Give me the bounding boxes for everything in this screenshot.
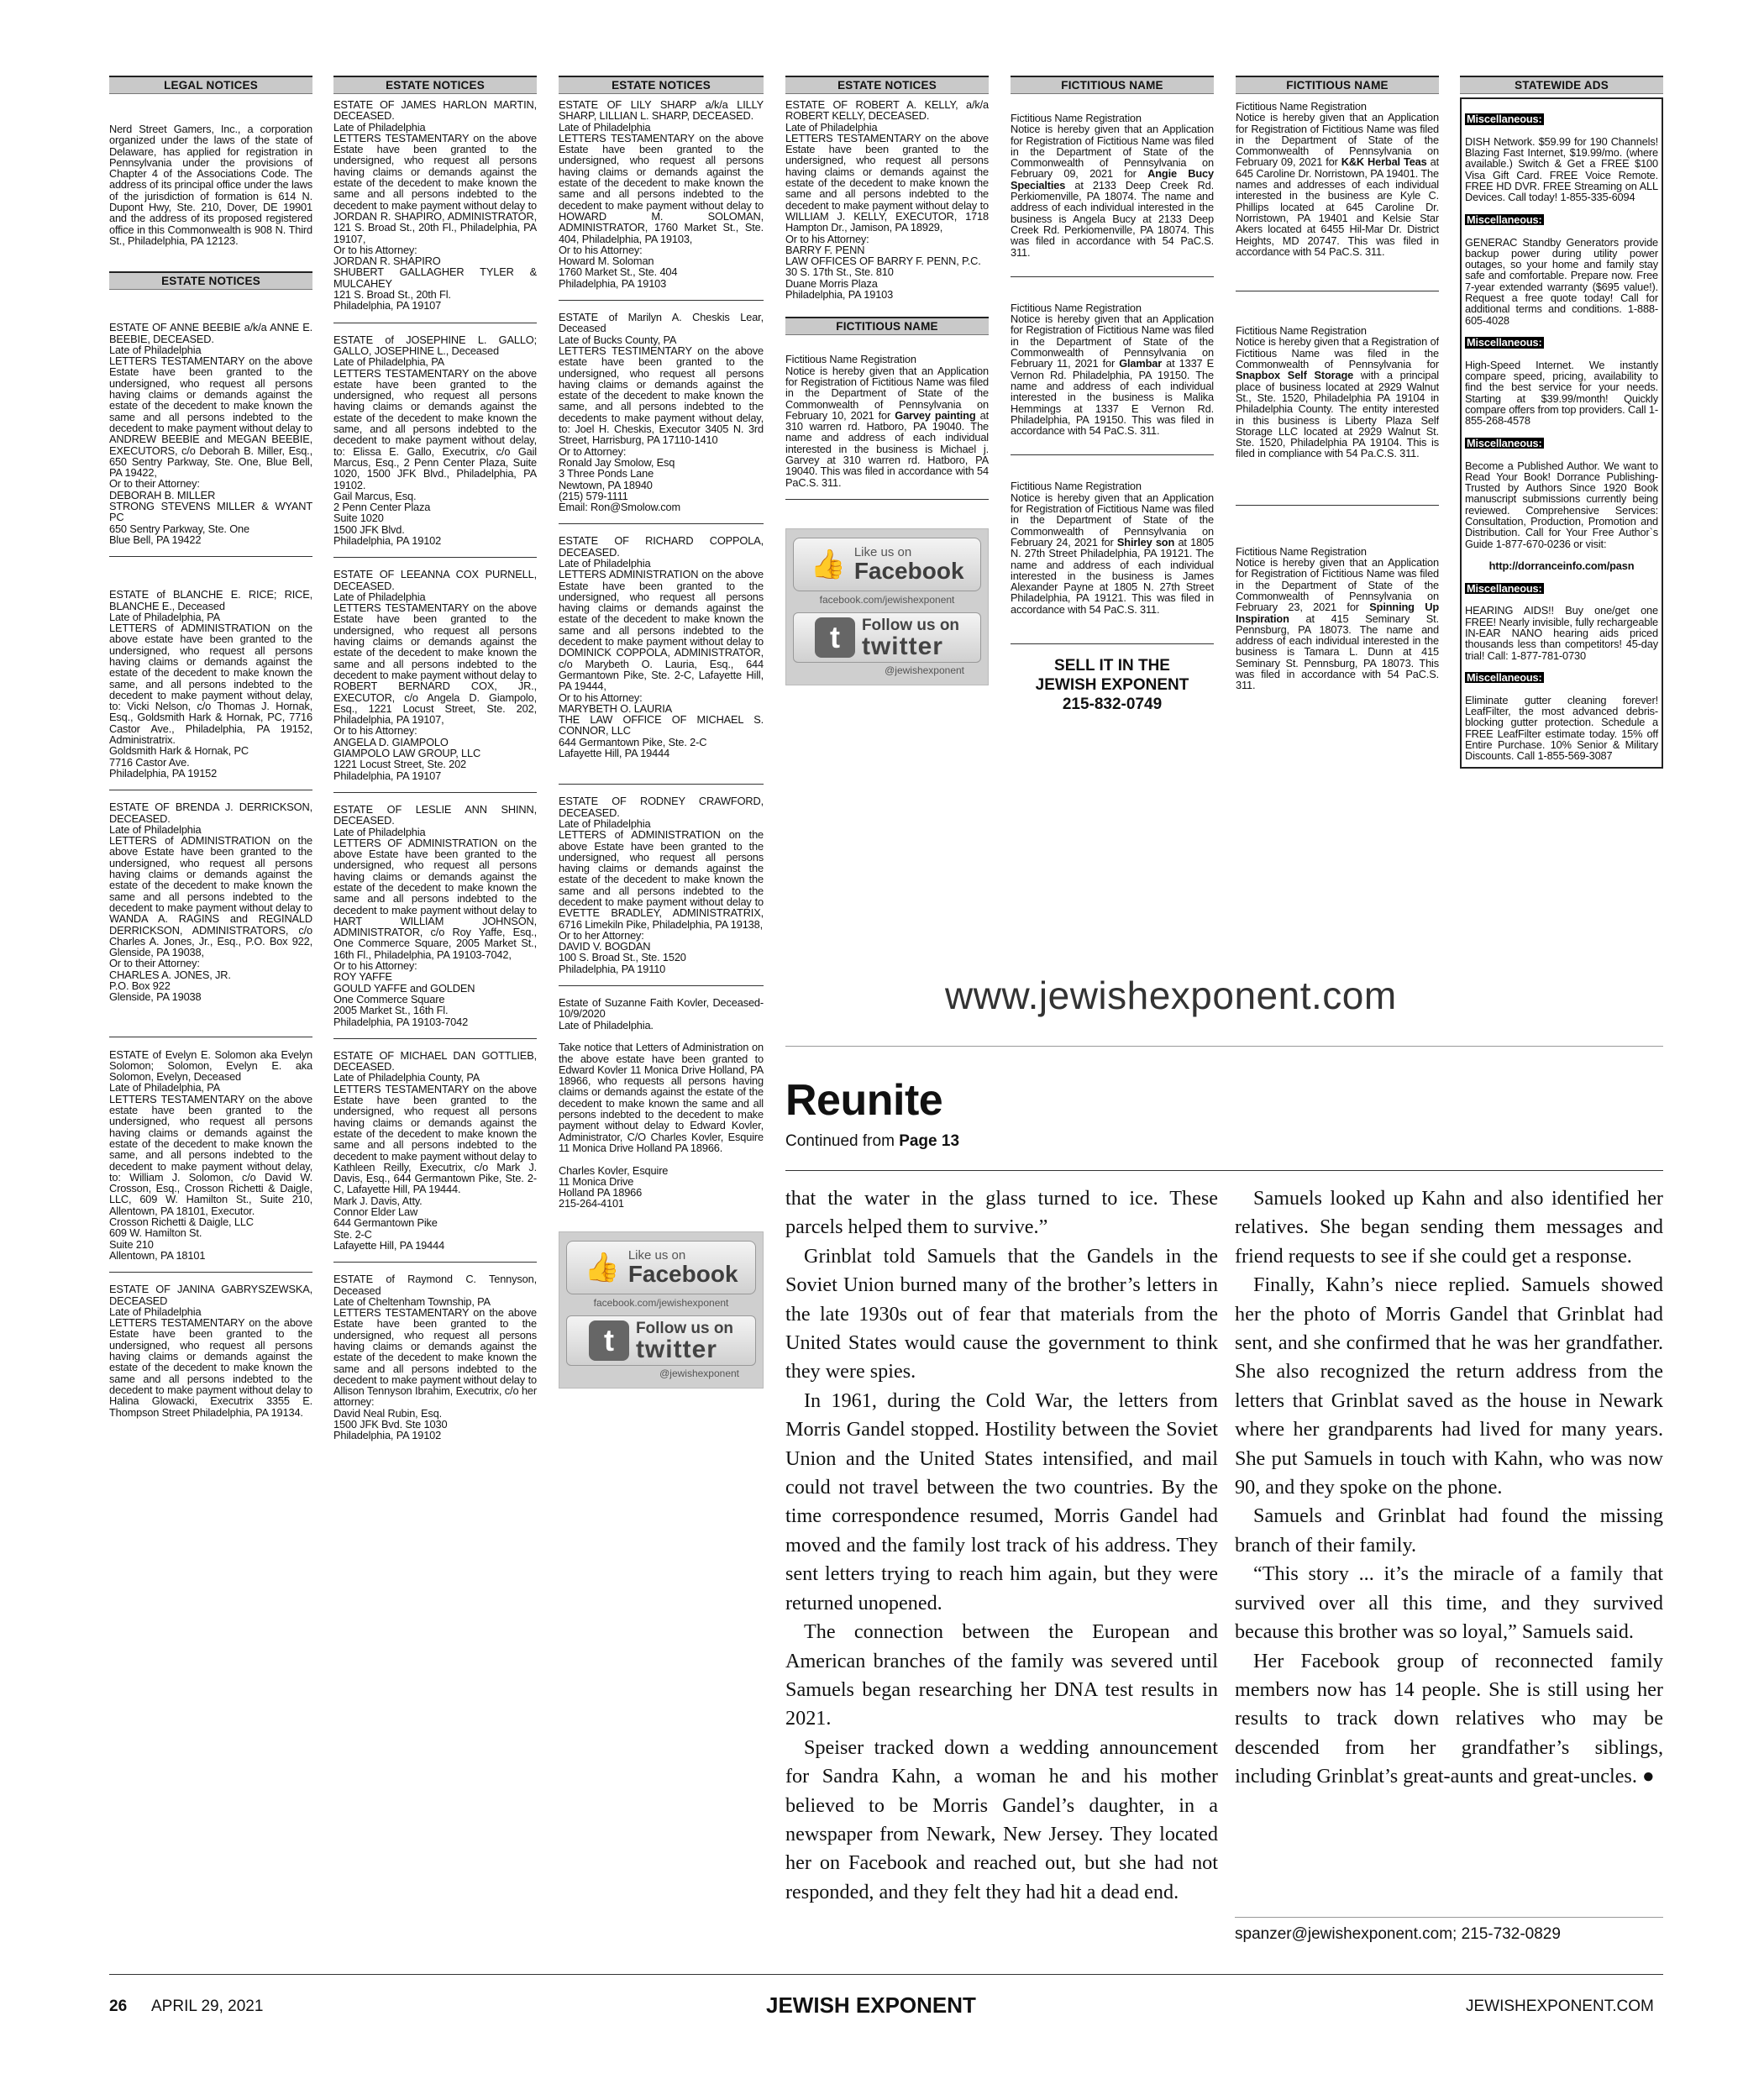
ad-dorrance-link[interactable]: http://dorranceinfo.com/pasn xyxy=(1488,559,1635,573)
divider xyxy=(333,1262,537,1263)
facebook-button[interactable] xyxy=(566,1241,756,1294)
estate-notice: ESTATE OF LILY SHARP a/k/a LILLY SHARP, LILLIAN L. SHARP, DECEASED. Late of Philadelphia LETTERS TESTAMENTARY on the above Estate have been granted to the undersigned, who request all persons having claims or demands against the estate of the decedent to make known the same and all persons indebted to the decedent to make payment without delay to HOWARD M. SOLOMAN, ADMINISTRATOR, 1760 Market St., Ste. 404, Philadelphia, PA 19103, Or to his Attorney: Howard M. Soloman 1760 Market St., Ste. 404 Philadelphia, PA 19103 xyxy=(559,98,764,290)
facebook-button[interactable] xyxy=(793,538,981,591)
ad-category: Miscellaneous: xyxy=(1467,436,1542,449)
section-header-estate: ESTATE NOTICES xyxy=(333,76,537,94)
social-promo xyxy=(559,1231,764,1389)
section-header-fictitious: FICTITIOUS NAME xyxy=(785,317,989,335)
article-paragraph: “This story ... it’s the miracle of a family that survived over all this time, and they survived because this brother was so loyal,” Samuels said. xyxy=(1235,1562,1663,1644)
twitter-follow-text: Follow us on xyxy=(861,616,960,634)
estate-notice: ESTATE OF BRENDA J. DERRICKSON, DECEASED. Late of Philadelphia LETTERS of ADMINISTRATION on the above Estate have been granted to the undersigned, who request all persons having claims or demands against the estate of the decedent to make known the same and all persons indebted to the decedent to make payment without delay to WANDA A. RAGINS and REGINALD DERRICKSON, ADMINISTRATORS, c/o Charles A. Jones, Jr., Esq., P.O. Box 922, Glenside, PA 19038, Or to their Attorney: CHARLES A. JONES, JR. P.O. Box 922 Glenside, PA 19038 xyxy=(109,801,312,1004)
footer-rule xyxy=(109,1974,1663,1975)
article-rule xyxy=(785,1170,1663,1171)
facebook-like-text: Like us on xyxy=(853,545,912,560)
ad-leaffilter: Eliminate gutter cleaning forever! LeafFilter, the most advanced debris-blocking gutter protection. Schedule a FREE LeafFilter estimate today. 15% off Entire Purchase. 10% Senior & Military Discounts. Call 1-855-569-3087 xyxy=(1465,693,1658,763)
column-1 xyxy=(109,76,312,1974)
facebook-name: Facebook xyxy=(853,558,964,585)
twitter-name: twitter xyxy=(861,632,943,660)
ad-category: Miscellaneous: xyxy=(1467,581,1542,595)
fictitious-notice: Fictitious Name Registration Notice is hereby given that an Application for Registration of Fictitious Name was filed in the Department of State of the Commonwealth of Pennsylvania on February 10, 2021 for Garvey painting at 310 warren rd. Hatboro, PA 19040. The name and address of each individual interested in the business is Michael j. Garvey at 310 warren rd. Hatboro, PA 19040. This was filed in accordance with 54 PaC.S. 311. xyxy=(785,353,989,489)
ad-generac: GENERAC Standby Generators provide backup power during utility power outages, so your home and family stay safe and comfortable. Prepare now. Free 7-year extended warranty ($695 value!). Request a free quote today! Call for additional terms and conditions. 1-888-605-4028 xyxy=(1465,235,1658,327)
fictitious-notice: Fictitious Name Registration Notice is hereby given that an Application for Registration of Fictitious Name was filed in the Department of State of the Commonwealth of Pennsylvania on February 23, 2021 for Spinning Up Inspiration at 415 Seminary St. Pennsburg, PA 18073. The name and address of each individual interested in the business is Tamara L. Dunn at 415 Seminary St. Pennsburg, PA 18073. This was filed in accordance with 54 PaC.S. 311. xyxy=(1236,544,1439,692)
column-6 xyxy=(1236,76,1439,932)
masthead: JEWISH EXPONENT xyxy=(766,1992,976,2018)
estate-notice: Estate of Suzanne Faith Kovler, Deceased-10/9/2020 Late of Philadelphia. Take notice that Letters of Administration on the above estate have been granted to Edward Kovler 11 Monica Drive Holland, PA 18966, who requests all persons having claims or demands against the estate of the decedent to make known the same and all persons indebted to the decedent to make payment without delay to Edward Kovler, Administrator, C/O Charles Kovler, Esquire 11 Monica Drive Holland PA 18966. Charles Kovler, Esquire 11 Monica Drive Holland PA 18966 215-264-4101 xyxy=(559,996,764,1210)
twitter-follow-text: Follow us on xyxy=(635,1319,734,1337)
divider xyxy=(1011,643,1214,644)
sell-it-line1: SELL IT IN THE xyxy=(1054,656,1170,675)
ad-category: Miscellaneous: xyxy=(1467,671,1542,685)
estate-notice: ESTATE OF LEEANNA COX PURNELL, DECEASED. Late of Philadelphia LETTERS TESTAMENTARY on the above Estate have been granted to the undersigned, who request all persons having claims or demands against the estate of the decedent to make known the same and all persons indebted to the decedent to make payment without delay to ROBERT BERNARD COX, JR., EXECUTOR, c/o Angela D. Giampolo, Esq., 1221 Locust Street, Ste. 202, Philadelphia, PA 19107, Or to his Attorney: ANGELA D. GIAMPOLO GIAMPOLO LAW GROUP, LLC 1221 Locust Street, Ste. 202 Philadelphia, PA 19107 xyxy=(333,568,537,782)
column-4 xyxy=(785,76,989,932)
divider xyxy=(1011,276,1214,277)
divider xyxy=(1011,454,1214,455)
section-header-fictitious: FICTITIOUS NAME xyxy=(1236,76,1439,94)
article-paragraph: that the water in the glass turned to ice. These parcels helped them to survive.” xyxy=(785,1187,1218,1239)
section-header-estate: ESTATE NOTICES xyxy=(109,271,312,290)
divider xyxy=(333,557,537,558)
statewide-ads-box xyxy=(1460,97,1663,769)
estate-notice: ESTATE OF MICHAEL DAN GOTTLIEB, DECEASED. Late of Philadelphia County, PA LETTERS TESTAMENTARY on the above Estate have been granted to the undersigned, who request all persons having claims or demands against the estate of the decedent to make known the same and all persons indebted to the decedent to make payment without delay to Kathleen Reilly, Executrix, c/o Mark J. Davis, Esq., 644 Germantown Pike, Ste. 2-C, Lafayette Hill, PA 19444. Mark J. Davis, Atty. Connor Elder Law 644 Germantown Pike Ste. 2-C Lafayette Hill, PA 19444 xyxy=(333,1048,537,1252)
twitter-name: twitter xyxy=(635,1335,717,1363)
fictitious-notice: Fictitious Name Registration Notice is hereby given that a Registration of Fictitious Name was filed in the Commonwealth of Pennsylvania for Snapbox Self Storage with a principal place of business located at 2929 Walnut St., Ste. 1520, Philadelphia PA 19104 in Philadelphia County. The entity interested in this business is Liberty Plaza Self Storage LLC located at 2929 Walnut St. Ste. 1520, Philadelphia PA 19104. This is filed in compliance with 54 Pa.C.S. 311. xyxy=(1236,324,1439,460)
footer-url[interactable]: JEWISHEXPONENT.COM xyxy=(1466,1998,1654,2015)
thumbs-up-icon: 👍 xyxy=(584,1251,620,1284)
twitter-button[interactable] xyxy=(566,1315,756,1366)
ad-category: Miscellaneous: xyxy=(1467,213,1542,226)
social-promo xyxy=(785,528,989,685)
article-paragraph: Finally, Kahn’s niece replied. Samuels showed her the photo of Morris Gandel that Grinblat had sent, and she confirmed that he was her grandfather. She also recognized the return address from the letters that Grinblat saved as the house in Newark where her grandparents had lived for many years. She put Samuels in touch with Kahn, who was now 90, and they spoke on the phone. xyxy=(1235,1273,1663,1499)
divider xyxy=(559,523,764,524)
twitter-icon: t xyxy=(815,617,855,658)
section-header-fictitious: FICTITIOUS NAME xyxy=(1011,76,1214,94)
divider xyxy=(785,499,989,500)
twitter-handle[interactable]: @jewishexponent xyxy=(659,1367,739,1379)
estate-notice: ESTATE OF LESLIE ANN SHINN, DECEASED. Late of Philadelphia LETTERS OF ADMINISTRATION on the above Estate have been granted to the undersigned, who request all persons having claims or demands against the estate of the decedent to make known the same and all persons indebted to the decedent to make payment without delay to HART WILLIAM JOHNSON, ADMINISTRATOR, c/o Roy Yaffe, Esq., One Commerce Square, 2005 Market St., 16th Fl., Philadelphia, PA 19103-7042, Or to his Attorney: ROY YAFFE GOULD YAFFE and GOLDEN One Commerce Square 2005 Market St., 16th Fl. Philadelphia, PA 19103-7042 xyxy=(333,802,537,1028)
estate-notice: ESTATE OF JANINA GABRYSZEWSKA, DECEASED Late of Philadelphia LETTERS TESTAMENTARY on the above Estate have been granted to the undersigned, who request all persons having claims or demands against the estate of the decedent to make known the same and all persons indebted to the decedent to make payment without delay to Halina Glowacki, Executrix 3355 E. Thompson Street Philadelphia, PA 19134. xyxy=(109,1283,312,1419)
byline-rule xyxy=(1235,1917,1663,1918)
sell-it-ad xyxy=(1011,656,1214,714)
article-paragraph: Grinblat told Samuels that the Gandels in the Soviet Union burned many of the brother’s letters in the late 1930s out of fear that materials from the United States would cause the government to think they were spies. xyxy=(785,1244,1218,1383)
twitter-icon: t xyxy=(589,1320,629,1361)
twitter-button[interactable] xyxy=(793,612,981,663)
section-header-legal: LEGAL NOTICES xyxy=(109,76,312,94)
ad-category: Miscellaneous: xyxy=(1467,113,1542,126)
banner-rule xyxy=(785,1046,1663,1047)
section-header-statewide: STATEWIDE ADS xyxy=(1460,76,1663,94)
estate-notice: ESTATE OF ANNE BEEBIE a/k/a ANNE E. BEEBIE, DECEASED. Late of Philadelphia LETTERS TESTAMENTARY on the above Estate have been granted to the undersigned, who request all persons having claims or demands against the estate of the decedent to make known the same and all persons indebted to the decedent to make payment without delay to ANDREW BEEBIE and MEGAN BEEBIE, EXECUTORS, c/o Deborah B. Miller, Esq., 650 Sentry Parkway, Ste. One, Blue Bell, PA 19422, Or to their Attorney: DEBORAH B. MILLER STRONG STEVENS MILLER & WYANT PC 650 Sentry Parkway, Ste. One Blue Bell, PA 19422 xyxy=(109,321,312,546)
divider xyxy=(333,792,537,793)
article-title: Reunite xyxy=(785,1076,943,1125)
divider xyxy=(559,300,764,301)
estate-notice: ESTATE of BLANCHE E. RICE; RICE, BLANCHE E., Deceased Late of Philadelphia, PA LETTERS of ADMINISTRATION on the above estate have been granted to the undersigned, who request all persons having claims or demands against the estate of the decedent to make known the same, and all persons indebted to the decedent to make payment without delay, to: Vicki Nelson, c/o Thomas J. Hornak, Esq., Goldsmith Hark & Hornak, PC, 7716 Castor Ave., Philadelphia, PA 19152, Administratrix. Goldsmith Hark & Hornak, PC 7716 Castor Ave. Philadelphia, PA 19152 xyxy=(109,588,312,780)
author-email[interactable]: spanzer@jewishexponent.com; 215-732-0829 xyxy=(1235,1925,1561,1943)
section-header-estate: ESTATE NOTICES xyxy=(559,76,764,94)
article-paragraph: Her Facebook group of reconnected family members now has 14 people. She is still using her results to track down relatives who may be descended from her grandfather’s siblings, including Grinblat’s great-aunts and great-uncles. ● xyxy=(1235,1649,1663,1788)
divider xyxy=(559,985,764,986)
estate-notice: ESTATE OF RODNEY CRAWFORD, DECEASED. Late of Philadelphia LETTERS of ADMINISTRATION on the above Estate have been granted to the undersigned, who request all persons having claims or demands against the estate of the decedent to make known the same and all persons indebted to the decedent to make payment without delay to EVETTE BRADLEY, ADMINISTRATRIX, 6716 Limekiln Pike, Philadelphia, PA 19138, Or to her Attorney: DAVID V. BOGDAN 100 S. Broad St., Ste. 1520 Philadelphia, PA 19110 xyxy=(559,795,764,975)
estate-notice: ESTATE of Marilyn A. Cheskis Lear, Deceased Late of Bucks County, PA LETTERS TESTIMENTARY on the above estate have been granted to the undersigned, who request all persons having claims or demands against the estate of the decedent to make known the same, and all persons indebted to the decedents to make payment without delay, to: Joel H. Cheskis, Executor 3405 N. 3rd Street, Harrisburg, PA 17110-1410 Or to Attorney: Ronald Jay Smolow, Esq 3 Three Ponds Lane Newtown, PA 18940 (215) 579-1111 Email: Ron@Smolow.com xyxy=(559,311,764,514)
thumbs-up-icon: 👍 xyxy=(810,548,846,580)
facebook-name: Facebook xyxy=(627,1261,738,1288)
continued-page-link[interactable]: Page 13 xyxy=(899,1132,960,1150)
article-paragraph: The connection between the European and American branches of the family was severed until Samuels began researching her DNA test results in 2021. xyxy=(785,1620,1218,1730)
twitter-handle[interactable]: @jewishexponent xyxy=(885,664,964,676)
divider xyxy=(109,556,312,557)
section-header-estate: ESTATE NOTICES xyxy=(785,76,989,94)
article-column-right xyxy=(1235,1184,1663,1792)
article-paragraph: Samuels and Grinblat had found the missing branch of their family. xyxy=(1235,1504,1663,1557)
ad-dorrance: Become a Published Author. We want to Read Your Book! Dorrance Publishing-Trusted by Authors Since 1920 Book manuscript submissions currently being reviewed. Comprehensive Services: Consultation, Production, Promotion and Distribution. Call for Your Free Author`s Guide 1-877-670-0236 or visit: xyxy=(1465,459,1658,550)
continued-from: Continued from Page 13 xyxy=(785,1132,960,1150)
facebook-like-text: Like us on xyxy=(627,1248,686,1263)
ad-hearing-aids: HEARING AIDS!! Buy one/get one FREE! Nearly invisible, fully rechargeable IN-EAR NANO hearing aids priced thousands less than competitors! 45-day trial! Call: 1-877-781-0730 xyxy=(1465,604,1658,662)
estate-notice: ESTATE OF ROBERT A. KELLY, a/k/a ROBERT KELLY, DECEASED. Late of Philadelphia LETTERS TESTAMENTARY on the above Estate have been granted to the undersigned, who request all persons having claims or demands against the estate of the decedent to make known the same and all persons indebted to the decedent to make payment without delay to WILLIAM J. KELLY, EXECUTOR, 1718 Hampton Dr., Jamison, PA 18929, Or to his Attorney: BARRY F. PENN LAW OFFICES OF BARRY F. PENN, P.C. 30 S. 17th St., Ste. 810 Duane Morris Plaza Philadelphia, PA 19103 xyxy=(785,98,989,302)
column-2 xyxy=(333,76,537,1974)
fictitious-notice: Fictitious Name Registration Notice is hereby given that an Application for Registration of Fictitious Name was filed in the Department of State of the Commonwealth of Pennsylvania on February 09, 2021 for K&K Herbal Teas at 645 Caroline Dr. Norristown, PA 19401. The names and addresses of each individual interested in the business are Kyle C. Phillips located at 645 Caroline Dr. Norristown, PA 19401 and Kelsie Star Akers located at 6455 Hil-Mar Dr. District Heights, MD 20747. This was filed in accordance with 54 PaC.S. 311. xyxy=(1236,100,1439,258)
estate-notice: ESTATE OF JAMES HARLON MARTIN, DECEASED. Late of Philadelphia LETTERS TESTAMENTARY on the above Estate have been granted to the undersigned, who request all persons having claims or demands against the estate of the decedent to make known the same and all persons indebted to the decedent to make payment without delay to JORDAN R. SHAPIRO, ADMINISTRATOR, 121 S. Broad St., 20th Fl., Philadelphia, PA 19107, Or to his Attorney: JORDAN R. SHAPIRO SHUBERT GALLAGHER TYLER & MULCAHEY 121 S. Broad St., 20th Fl. Philadelphia, PA 19107 xyxy=(333,98,537,312)
facebook-url[interactable]: facebook.com/jewishexponent xyxy=(593,1296,729,1309)
column-5 xyxy=(1011,76,1214,932)
article-paragraph: Samuels looked up Kahn and also identified her relatives. She began sending them messages and friend requests to see if she could get a response. xyxy=(1235,1187,1663,1268)
website-banner[interactable]: www.jewishexponent.com xyxy=(945,974,1397,1017)
article-paragraph: In 1961, during the Cold War, the letters from Morris Gandel stopped. Hostility between the Soviet Union and the United States intensified, and mail could not travel between the two countries. By the time correspondence resumed, Morris Gandel had moved and the family lost track of his address. They sent letters trying to reach him again, but they were returned unopened. xyxy=(785,1389,1218,1614)
ad-category: Miscellaneous: xyxy=(1467,336,1542,349)
estate-notice: ESTATE OF RICHARD COPPOLA, DECEASED. Late of Philadelphia LETTERS ADMINISTRATION on the above Estate have been granted to the undersigned, who request all persons having claims or demands against the estate of the decedent to make known the same and all persons indebted to the decedent to make payment without delay to DOMINICK COPPOLA, ADMINISTRATOR, c/o Marybeth O. Lauria, Esq., 644 Germantown Pike, Ste. 2-C, Lafayette Hill, PA 19444, Or to his Attorney: MARYBETH O. LAURIA THE LAW OFFICE OF MICHAEL S. CONNOR, LLC 644 Germantown Pike, Ste. 2-C Lafayette Hill, PA 19444 xyxy=(559,534,764,760)
article-paragraph: Speiser tracked down a wedding announcement for Sandra Kahn, a woman he and his mother believed to be Morris Gandel’s daughter, in a newspaper from Newark, New Jersey. They located her on Facebook and reached out, but she had not responded, and they felt they had hit a dead end. xyxy=(785,1735,1218,1903)
ad-dish: DISH Network. $59.99 for 190 Channels! Blazing Fast Internet, $19.99/mo. (where available.) Switch & Get a FREE $100 Visa Gift Card. FREE Voice Remote. FREE HD DVR. FREE Streaming on ALL Devices. Call today! 1-855-335-6094 xyxy=(1465,134,1658,204)
divider xyxy=(333,1038,537,1039)
column-7 xyxy=(1460,76,1663,932)
page-number: 26 xyxy=(109,1998,128,2015)
fictitious-notice: Fictitious Name Registration Notice is hereby given that an Application for Registration of Fictitious Name was filed in the Department of State of the Commonwealth of Pennsylvania on February 09, 2021 for Angie Bucy Specialties at 2133 Deep Creek Rd. Perkiomenville, PA 18074. The name and address of each individual interested in the business is Angela Bucy at 2133 Deep Creek Rd. Perkiomenville, PA 18074. This was filed in accordance with 54 PaC.S. 311. xyxy=(1011,112,1214,259)
fictitious-notice: Fictitious Name Registration Notice is hereby given that an Application for Registration of Fictitious Name was filed in the Department of State of the Commonwealth of Pennsylvania on February 24, 2021 for Shirley son at 1805 N. 27th Street Philadelphia, PA 19121. The name and address of each individual interested in the business is James Alexander Payne at 1805 N. 27th Street Philadelphia, PA 19121. This was filed in accordance with 54 PaC.S. 311. xyxy=(1011,480,1214,616)
estate-notice: ESTATE of JOSEPHINE L. GALLO; GALLO, JOSEPHINE L., Deceased Late of Philadelphia, PA LETTERS TESTAMENTARY on the above estate have been granted to the undersigned, who request all persons having claims or demands against the estate of the decedent to make known the same, and all persons indebted to the decedent to make payment without delay, to: Elissa E. Gallo, Executrix, c/o Gail Marcus, Esq., 2 Penn Center Plaza, Suite 1020, 1500 JFK Blvd., Philadelphia, PA 19102. Gail Marcus, Esq. 2 Penn Center Plaza Suite 1020 1500 JFK Blvd. Philadelphia, PA 19102 xyxy=(333,333,537,547)
ad-internet: High-Speed Internet. We instantly compare speed, pricing, availability to find the best service for your needs. Starting at $39.99/month! Quickly compare offers from top providers. Call 1-855-268-4578 xyxy=(1465,358,1658,428)
sell-it-phone: 215-832-0749 xyxy=(1062,695,1163,713)
column-3 xyxy=(559,76,764,1974)
article-column-left xyxy=(785,1184,1218,1907)
issue-date: APRIL 29, 2021 xyxy=(151,1998,264,2015)
fictitious-notice: Fictitious Name Registration Notice is hereby given that an Application for Registration of Fictitious Name was filed in the Department of State of the Commonwealth of Pennsylvania on February 11, 2021 for Glambar at 1337 E Vernon Rd. Philadelphia, PA 19150. The name and address of each individual interested in the business is Malika Hemmings at 1337 E Vernon Rd. Philadelphia, PA 19150. This was filed in accordance with 54 PaC.S. 311. xyxy=(1011,301,1214,438)
legal-notice: Nerd Street Gamers, Inc., a corporation organized under the laws of the state of Delaware, has applied for registration in Pennsylvania under the provisions of Chapter 4 of the Associations Code. The address of its principal office under the laws of the jurisdiction of formation is 614 N. Dupont Hwy, Ste. 210, Dover, DE 19901 and the address of its proposed registered office in this Commonwealth is 908 N. Third St., Philadelphia, PA 12123. xyxy=(109,123,312,247)
divider xyxy=(1236,505,1439,506)
estate-notice: ESTATE of Evelyn E. Solomon aka Evelyn Solomon; Solomon, Evelyn E. aka Solomon, Evelyn, Deceased Late of Philadelphia, PA LETTERS TESTAMENTARY on the above estate have been granted to the undersigned, who request all persons having claims or demands against the estate of the decedent to make known the same, and all persons indebted to the decedent to make payment without delay, to: William J. Solomon, c/o David W. Crosson, Esq., Crosson Richetti & Daigle, LLC, 609 W. Hamilton St., Suite 210, Allentown, PA 18101, Executor. Crosson Richetti & Daigle, LLC 609 W. Hamilton St. Suite 210 Allentown, PA 18101 xyxy=(109,1047,312,1262)
divider xyxy=(559,784,764,785)
facebook-url[interactable]: facebook.com/jewishexponent xyxy=(819,593,955,606)
divider xyxy=(109,1272,312,1273)
sell-it-line2: JEWISH EXPONENT xyxy=(1035,675,1189,694)
estate-notice: ESTATE of Raymond C. Tennyson, Deceased Late of Cheltenham Township, PA LETTERS TESTAMENTARY on the above Estate have been granted to the undersigned, who request all persons having claims or demands against the estate of the decedent to make known the same and all persons indebted to the decedent to make payment without delay to Allison Tennyson Ibrahim, Executrix, c/o her attorney: David Neal Rubin, Esq. 1500 JFK Bvd. Ste 1030 Philadelphia, PA 19102 xyxy=(333,1273,537,1442)
